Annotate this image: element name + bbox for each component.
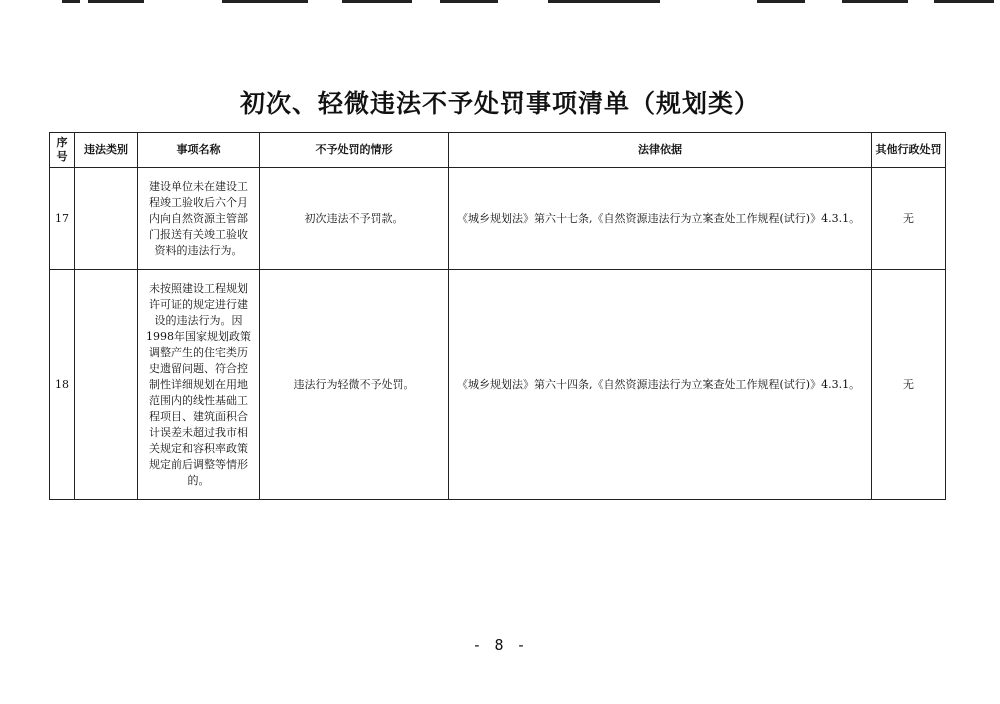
cell-category: [75, 270, 138, 500]
header-other-penalty: 其他行政处罚: [872, 133, 946, 168]
cell-seq: 17: [50, 168, 75, 270]
cell-circumstance: 违法行为轻微不予处罚。: [260, 270, 449, 500]
cell-other-penalty: 无: [872, 168, 946, 270]
table-row: [50, 168, 946, 270]
cell-seq: 18: [50, 270, 75, 500]
cell-legal-basis: 《城乡规划法》第六十四条,《自然资源违法行为立案查处工作规程(试行)》4.3.1。: [449, 270, 872, 500]
document-title: 初次、轻微违法不予处罚事项清单（规划类）: [239, 89, 760, 118]
header-item-name: 事项名称: [138, 133, 260, 168]
table-header-row: [50, 133, 946, 168]
cell-other-penalty: 无: [872, 270, 946, 500]
header-seq: 序号: [50, 133, 75, 168]
scan-edge-artifacts: [0, 0, 1000, 6]
penalty-exemption-table: [49, 132, 946, 500]
cell-item-name: 未按照建设工程规划许可证的规定进行建设的违法行为。因1998年国家规划政策调整产生的住宅类历史遗留问题、符合控制性详细规划在用地范围内的线性基础工程项目、建筑面积合计误差未超过我市相关规定和容积率政策规定前后调整等情形的。: [138, 270, 260, 500]
page-number: - 8 -: [472, 636, 528, 654]
cell-item-name: 建设单位未在建设工程竣工验收后六个月内向自然资源主管部门报送有关竣工验收资料的违法行为。: [138, 168, 260, 270]
header-circumstance: 不予处罚的情形: [260, 133, 449, 168]
cell-legal-basis: 《城乡规划法》第六十七条,《自然资源违法行为立案查处工作规程(试行)》4.3.1。: [449, 168, 872, 270]
cell-category: [75, 168, 138, 270]
table-row: [50, 270, 946, 500]
header-legal-basis: 法律依据: [449, 133, 872, 168]
header-category: 违法类别: [75, 133, 138, 168]
cell-circumstance: 初次违法不予罚款。: [260, 168, 449, 270]
